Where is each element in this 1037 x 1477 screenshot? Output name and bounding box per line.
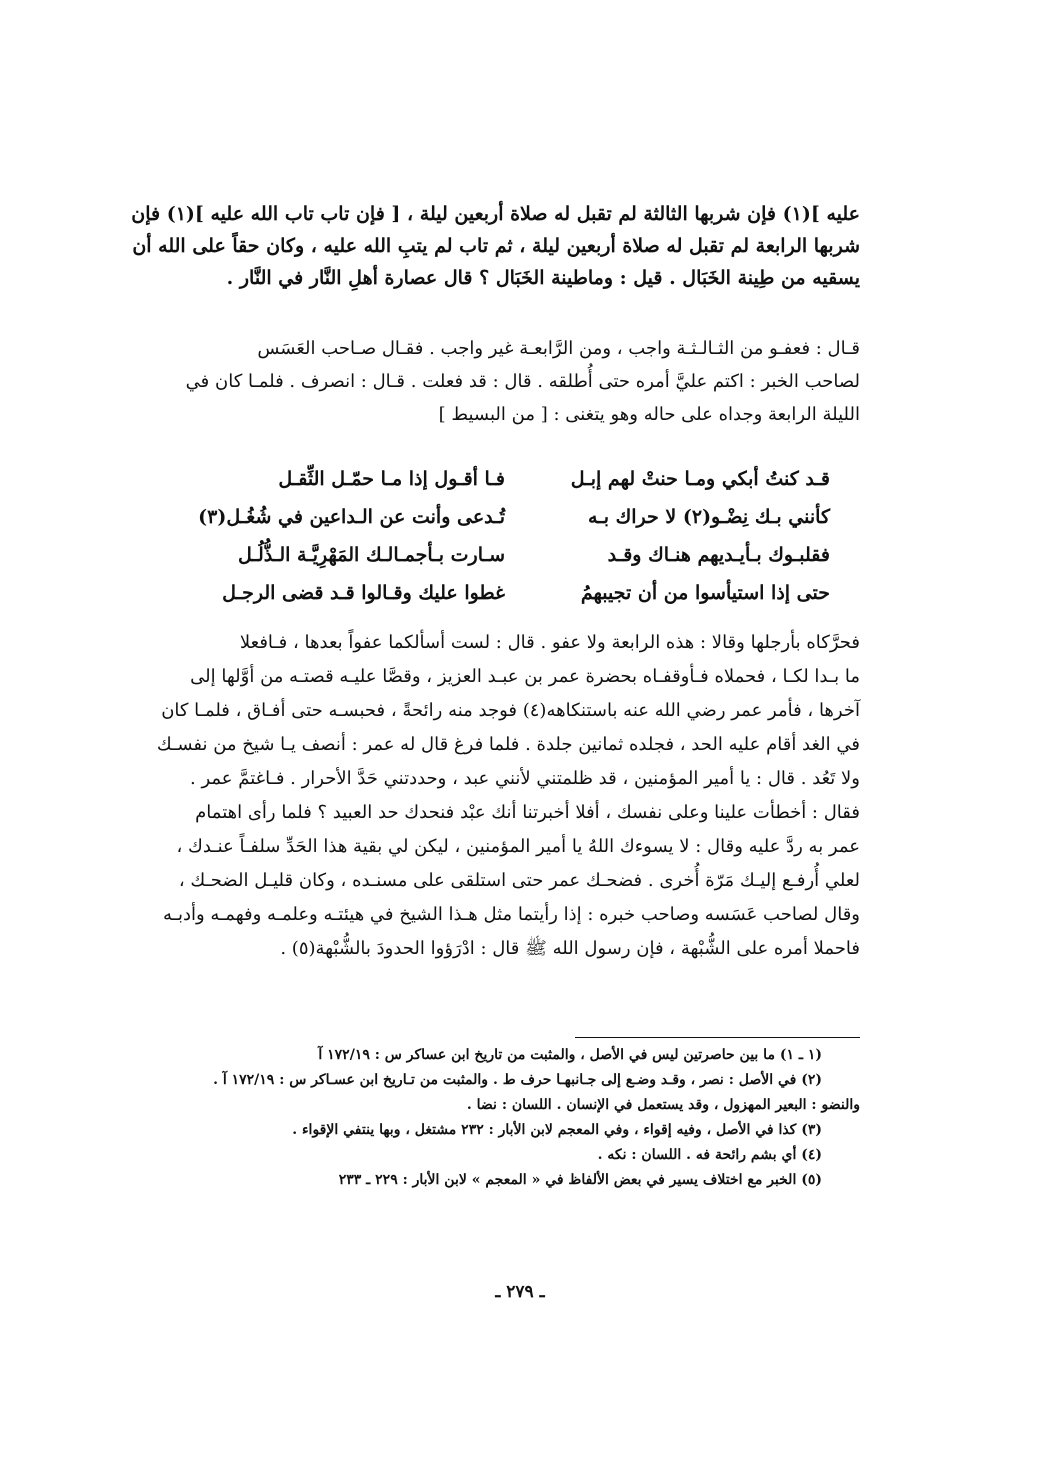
verse xyxy=(198,498,830,536)
page-number: ـ ٢٧٩ ـ xyxy=(495,1282,545,1302)
story-line: قـال : فعفـو من الثـالـثـة واجب ، ومن الرَّابعـة غير واجب . فقـال صـاحب العَسَس xyxy=(257,338,860,359)
hadith-line: عليه ](١) فإن شربها الثالثة لم تقبل له صلاة أربعين ليلة ، [ فإن تاب تاب الله عليه ](١) فإن xyxy=(131,203,860,225)
footnote: (٣) كذا في الأصل ، وفيه إقواء ، وفي المعجم لابن الأبار : ٢٣٢ مشتغل ، وبها ينتفي الإقواء . xyxy=(292,1122,822,1138)
narrative-line: فاحملا أمره على الشُّبْهة ، فإن رسول الله ﷺ قال : ادْرَؤوا الحدودَ بالشُّبْهة(٥) . xyxy=(280,938,860,959)
narrative-line: وقال لصاحب عَسَسه وصاحب خبره : إذا رأيتما مثل هـذا الشيخ في هيئتـه وعلمـه وفهمـه وأدبـه xyxy=(163,904,860,925)
verse-first-hemistich: كأنني بـك نِضْـو(٢) لا حراك بـه xyxy=(587,506,830,528)
footnote-divider xyxy=(575,1037,860,1038)
narrative-line: في الغد أقام عليه الحد ، فجلده ثمانين جلدة . فلما فرغ قال له عمر : أنصف يـا شيخ من نفسـك xyxy=(156,734,860,755)
verse xyxy=(215,460,830,498)
narrative-line: فحرَّكاه بأرجلها وقالا : هذه الرابعة ولا عفو . قال : لست أسألكما عفواً بعدها ، فـافعلا xyxy=(239,632,860,653)
footnote: (١ ـ ١) ما بين حاصرتين ليس في الأصل ، والمثبت من تاريخ ابن عساكر س : ١٧٢/١٩ آ xyxy=(318,1047,822,1063)
hadith-paragraph xyxy=(131,198,860,294)
footnote: (٢) في الأصل : نصر ، وقـد وضـع إلى جـانبهـا حرف ط . والمثبت من تـاريخ ابن عسـاكر س : ١٧٢/١٩ آ . xyxy=(213,1072,822,1088)
narrative-paragraph xyxy=(156,626,860,966)
narrative-line: فقال : أخطأت علينا وعلى نفسك ، أفلا أخبرتنا أنك عبْد فنحدك حد العبيد ؟ فلما رأى اهتمام xyxy=(195,802,860,823)
hadith-line: شربها الرابعة لم تقبل له صلاة أربعين ليلة ، ثم تاب لم يتبِ الله عليه ، وكان حقاً على الله أن xyxy=(132,235,860,257)
story-line: الليلة الرابعة وجداه على حاله وهو يتغنى : [ من البسيط ] xyxy=(438,404,860,425)
story-line: لصاحب الخبر : اكتم عليَّ أمره حتى أُطلقه . قال : قد فعلت . قـال : انصرف . فلمـا كان في xyxy=(185,371,860,392)
verse-second-hemistich: فـا أقـول إذا مـا حمّـل الثِّقـل xyxy=(278,468,505,490)
narrative-line: آخرها ، فأمر عمر رضي الله عنه باستنكاهه(٤) فوجد منه رائحةً ، فحبسـه حتى أفـاق ، فلمـا كان xyxy=(161,700,860,721)
verse-first-hemistich: حتى إذا استيأسوا من أن تجيبهمُ xyxy=(580,582,830,604)
footnote: (٤) أي بشم رائحة فه . اللسان : نكه . xyxy=(597,1147,822,1163)
verse xyxy=(215,574,830,612)
verse-second-hemistich: سـارت بـأجمـالـك المَهْرِيَّـة الـذُّلُـل xyxy=(238,544,505,566)
hadith-line: يسقيه من طِينة الخَبَال . قيل : وماطينة الخَبَال ؟ قال عصارة أهلِ النَّار في النَّار . xyxy=(226,267,860,289)
narrative-line: عمر به ردَّ عليه وقال : لا يسوءك اللهُ يا أمير المؤمنين ، ليكن لي بقية هذا الحَدِّ سلفـاً عنـدك ، xyxy=(176,836,860,857)
footnote: (٥) الخبر مع اختلاف يسير في بعض الألفاظ في « المعجم » لابن الأبار : ٢٢٩ ـ ٢٣٣ xyxy=(338,1172,822,1188)
story-paragraph xyxy=(182,332,860,431)
narrative-line: ما بـدا لكـا ، فحملاه فـأوقفـاه بحضرة عمر بن عبـد العزيز ، وقصَّا عليـه قصتـه من أوَّلها إلى xyxy=(190,666,860,687)
verse-first-hemistich: قـد كنتُ أبكي ومـا حنتْ لهم إبـل xyxy=(570,468,830,490)
footnote-continuation: والنضو : البعير المهزول ، وقد يستعمل في الإنسان . اللسان : نضا . xyxy=(466,1097,860,1113)
verse-second-hemistich: غطوا عليك وقـالوا قـد قضى الرجـل xyxy=(222,582,505,604)
poem-verses xyxy=(198,460,830,612)
narrative-line: لعلي أُرفـع إليـك مَرّة أُخرى . فضحـك عمر حتى استلقى على مسنـده ، وكان قليـل الضحـك ، xyxy=(178,870,860,891)
verse-first-hemistich: فقلبـوك بـأيـديهم هنـاك وقـد xyxy=(607,544,830,566)
narrative-line: ولا تَعُد . قال : يا أمير المؤمنين ، قد ظلمتني لأنني عبد ، وحددتني حَدَّ الأحرار . فـاغتمَّ عمر . xyxy=(190,768,860,789)
footnotes xyxy=(182,1043,860,1193)
verse-second-hemistich: تُـدعى وأنت عن الـداعين في شُغُـل(٣) xyxy=(198,506,505,528)
verse xyxy=(215,536,830,574)
